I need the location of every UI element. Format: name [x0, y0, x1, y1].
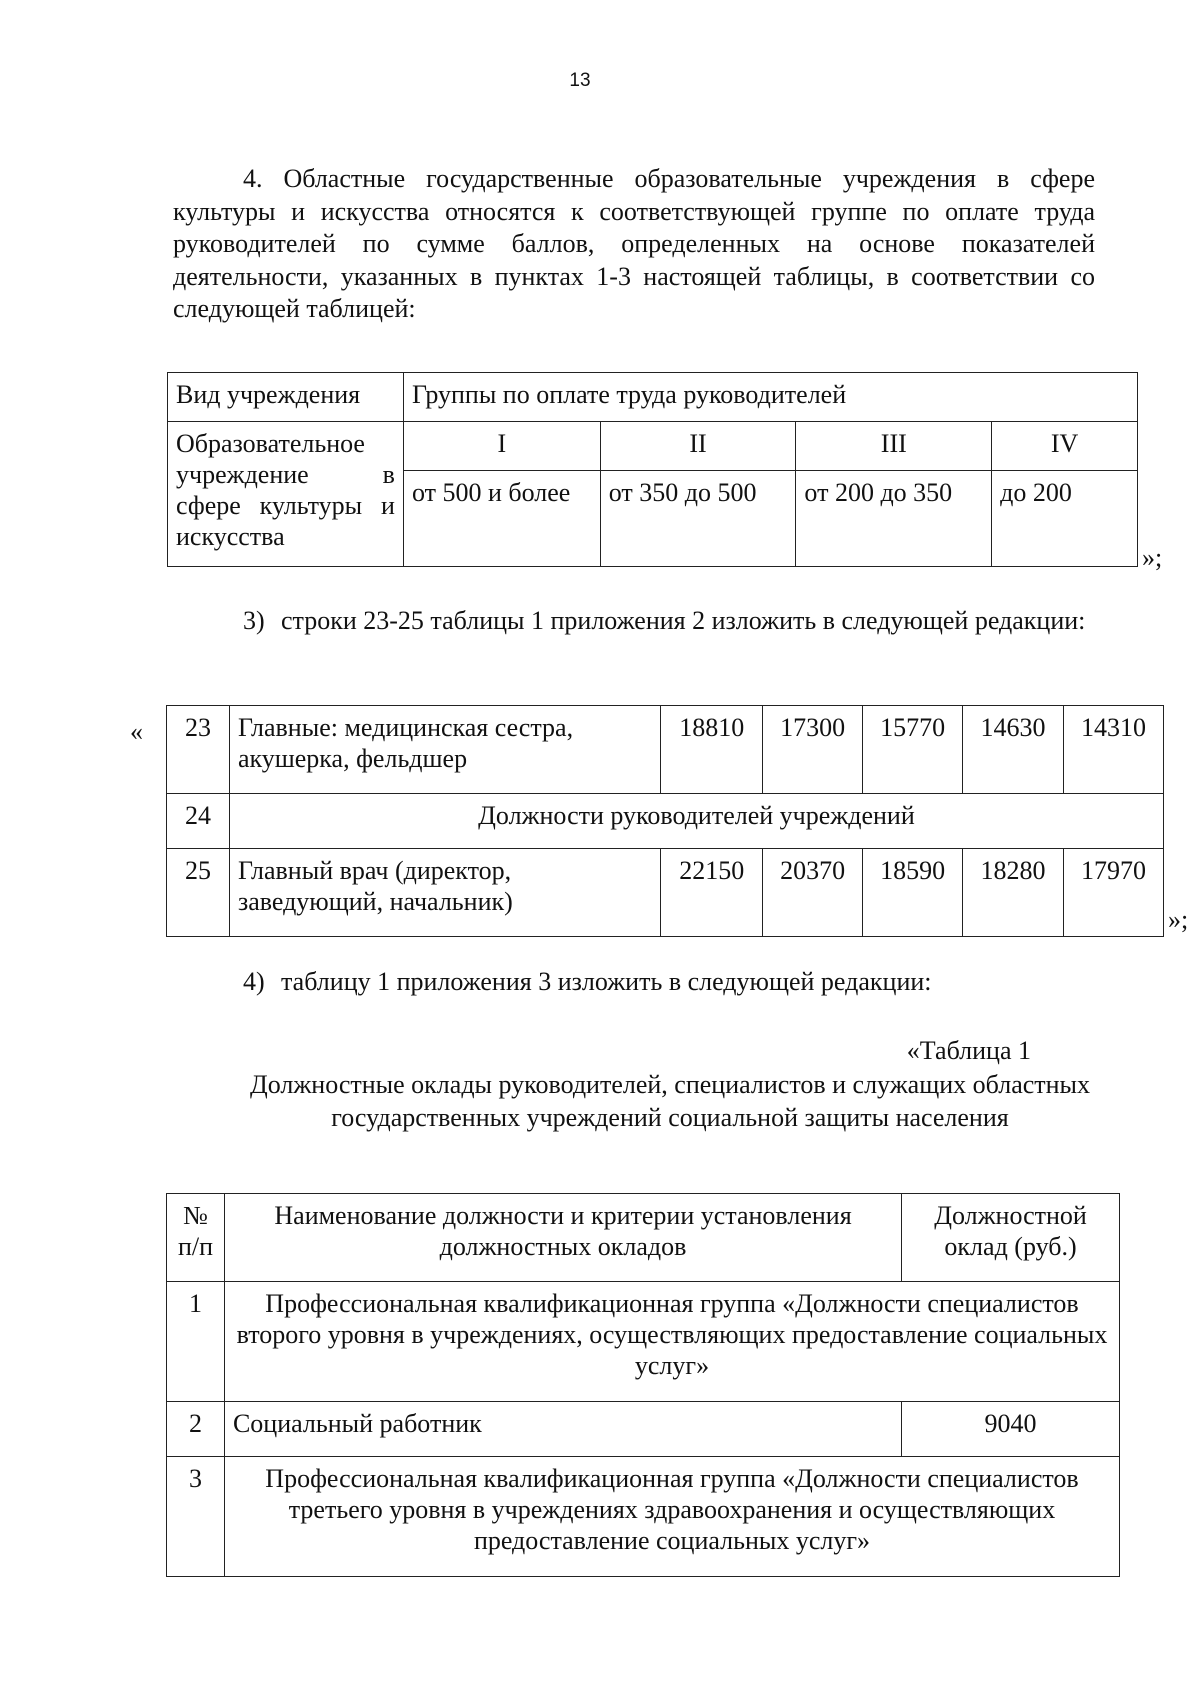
position-name: Главный врач (директор, заведующий, начальник) [229, 849, 660, 937]
salary-value: 14310 [1063, 706, 1163, 794]
header-number: № п/п [167, 1194, 225, 1282]
header-institution-type: Вид учреждения [168, 373, 404, 422]
salary-value: 15770 [863, 706, 963, 794]
salary-value: 9040 [902, 1402, 1120, 1457]
section-heading: Должности руководителей учреждений [229, 794, 1163, 849]
group-label: III [796, 422, 992, 471]
qualification-group: Профессиональная квалификационная группа «Должности специалистов третьего уровня в учреждениях здравоохранения и осуществляющих предоставление социальных услуг» [224, 1457, 1119, 1577]
page-number: 13 [569, 70, 591, 91]
item-4-number: 4) [243, 967, 265, 996]
salary-value: 20370 [763, 849, 863, 937]
positions-table [166, 705, 1164, 937]
salary-value: 18590 [863, 849, 963, 937]
row-number: 24 [167, 794, 230, 849]
header-salary: Должностной оклад (руб.) [902, 1194, 1120, 1282]
group-table [167, 372, 1138, 567]
item-3-number: 3) [243, 606, 265, 635]
salary-value: 18280 [963, 849, 1064, 937]
salary-value: 17300 [763, 706, 863, 794]
group-range: от 200 до 350 [796, 471, 992, 567]
salary-value: 18810 [661, 706, 763, 794]
salary-value: 22150 [661, 849, 763, 937]
group-range: от 350 до 500 [600, 471, 796, 567]
salary-table [166, 1193, 1120, 1577]
row-number: 3 [167, 1457, 225, 1577]
group-label: I [403, 422, 600, 471]
group-label: IV [992, 422, 1138, 471]
paragraph-4: 4. Областные государственные образовательные учреждения в сфере культуры и искусства относятся к соответствующей группе по оплате труда руководителей по сумме баллов, определенных на основе показателей деятельности, указанных в пунктах 1-3 настоящей таблицы, в соответствии со следующей таблицей: [173, 164, 1095, 323]
salary-value: 17970 [1063, 849, 1163, 937]
position-name: Главные: медицинская сестра, акушерка, фельдшер [229, 706, 660, 794]
table-title: Должностные оклады руководителей, специалистов и служащих областных государственных учреждений социальной защиты населения [249, 1070, 1091, 1132]
item-3-text: строки 23-25 таблицы 1 приложения 2 изложить в следующей редакции: [281, 606, 1086, 635]
group-range: от 500 и более [403, 471, 600, 567]
item-4-text: таблицу 1 приложения 3 изложить в следующей редакции: [281, 967, 932, 996]
table-label: «Таблица 1 [906, 1036, 1031, 1065]
row-number: 2 [167, 1402, 225, 1457]
group-label: II [600, 422, 796, 471]
group-range: до 200 [992, 471, 1138, 567]
institution-cell: Образовательное учреждение в сфере культуры и искусства [168, 422, 404, 567]
row-number: 25 [167, 849, 230, 937]
header-position: Наименование должности и критерии установления должностных окладов [224, 1194, 901, 1282]
salary-value: 14630 [963, 706, 1064, 794]
close-quote: »; [1168, 905, 1189, 934]
header-pay-groups: Группы по оплате труда руководителей [403, 373, 1137, 422]
qualification-group: Профессиональная квалификационная группа «Должности специалистов второго уровня в учреждениях, осуществляющих предоставление социальных услуг» [224, 1282, 1119, 1402]
close-quote: »; [1142, 543, 1163, 572]
position-name: Социальный работник [224, 1402, 901, 1457]
row-number: 1 [167, 1282, 225, 1402]
row-number: 23 [167, 706, 230, 794]
open-quote: « [130, 717, 143, 746]
